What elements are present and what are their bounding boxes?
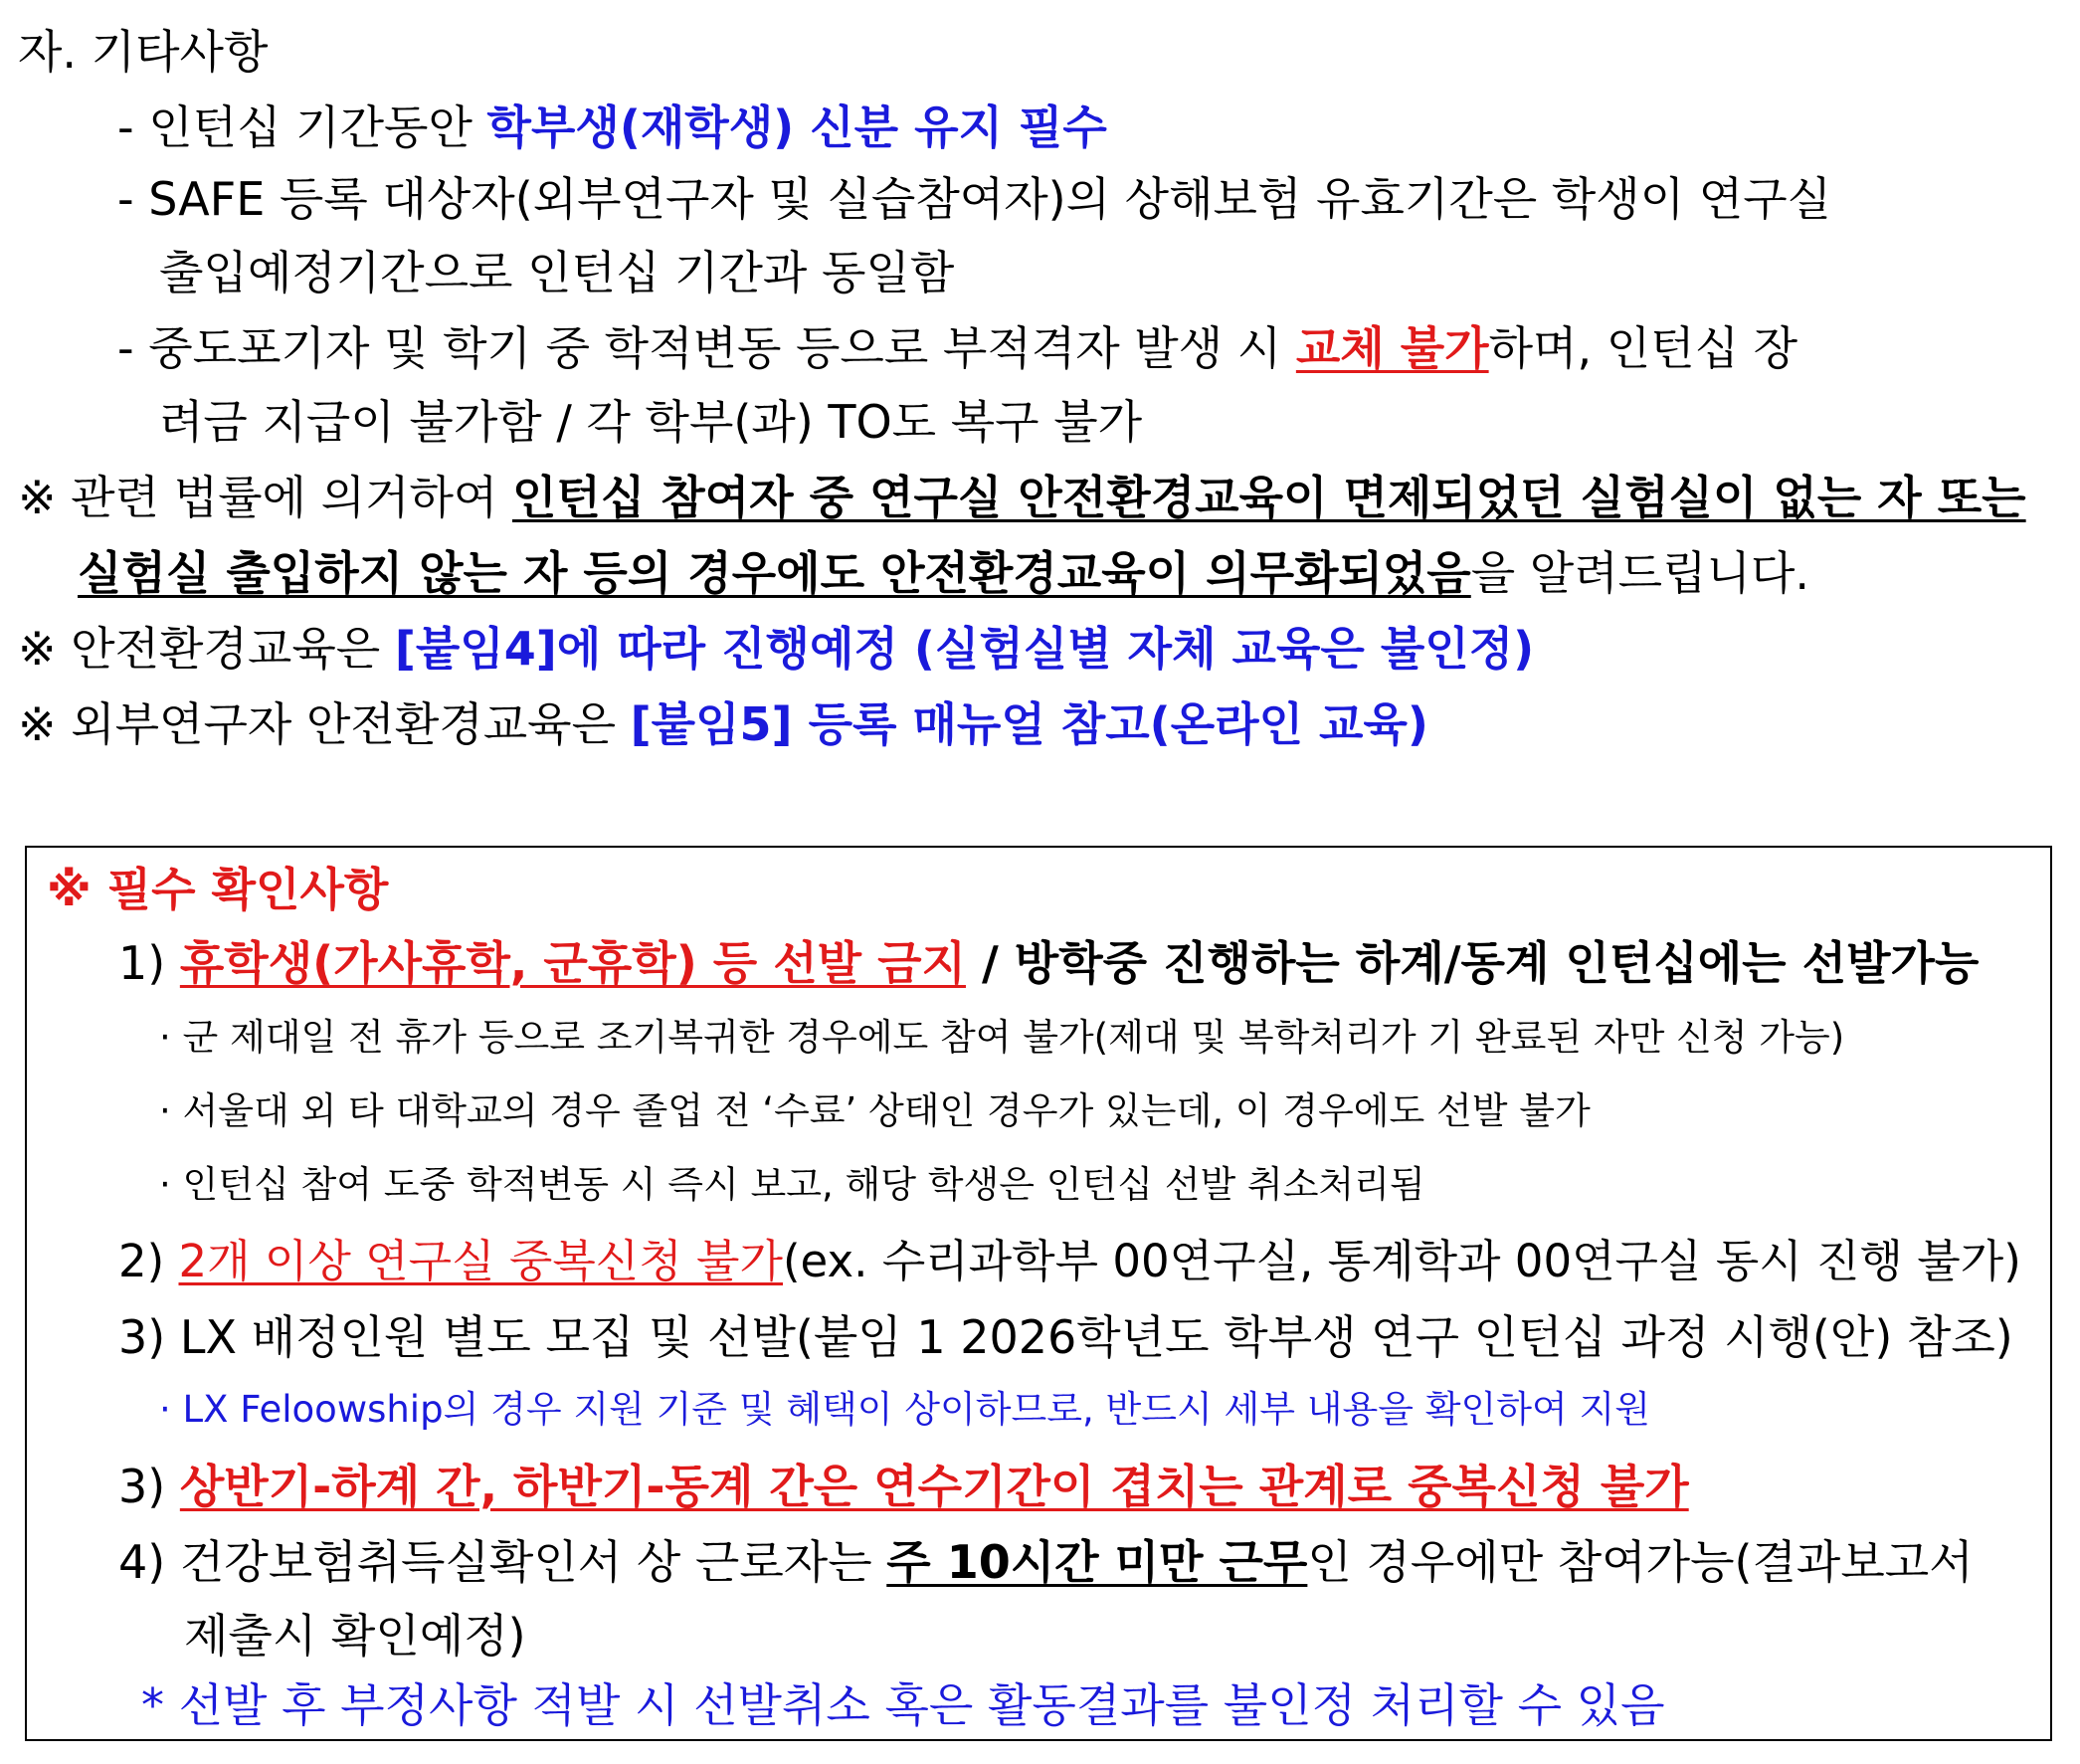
box-item-3 bbox=[118, 1307, 2013, 1367]
note-highlight: [붙임5] 등록 매뉴얼 참고(온라인 교육) bbox=[630, 697, 1428, 751]
item-text: 하며, 인턴십 장 bbox=[1488, 321, 1798, 375]
note-text: 을 알려드립니다. bbox=[1470, 546, 1810, 600]
item-dropout-line1 bbox=[117, 318, 1797, 378]
item-number: 2) bbox=[118, 1235, 165, 1287]
box-item-4-line1 bbox=[118, 1532, 1974, 1592]
item-highlight: 교체 불가 bbox=[1295, 321, 1489, 375]
item-text: 건강보험취득실확인서 상 근로자는 bbox=[179, 1535, 887, 1589]
item-highlight: 주 10시간 미만 근무 bbox=[886, 1535, 1308, 1589]
item-number: 4) bbox=[118, 1535, 166, 1589]
required-check-box bbox=[25, 846, 2052, 1741]
box-item-3-sub: · LX Feloowship의 경우 지원 기준 및 혜택이 상이하므로, 반드시 세부 내용을 확인하여 지원 bbox=[159, 1388, 1650, 1431]
box-item-1-sub-2: · 서울대 외 타 대학교의 경우 졸업 전 ‘수료’ 상태인 경우가 있는데, 이 경우에도 선발 불가 bbox=[159, 1089, 1591, 1132]
item-safe-insurance-line2: 출입예정기간으로 인턴십 기간과 동일함 bbox=[159, 246, 955, 299]
box-item-1-sub-1: · 군 제대일 전 휴가 등으로 조기복귀한 경우에도 참여 불가(제대 및 복학처리가 기 완료된 자만 신청 가능) bbox=[159, 1016, 1845, 1059]
note-mark: ※ bbox=[18, 471, 57, 524]
note-safety-law-line2 bbox=[78, 543, 1809, 603]
item-text: (ex. 수리과학부 00연구실, 통계학과 00연구실 동시 진행 불가) bbox=[783, 1235, 2021, 1287]
note-mark: ※ bbox=[18, 697, 57, 751]
note-mark: ※ bbox=[18, 622, 57, 676]
note-highlight: 실험실 출입하지 않는 자 등의 경우에도 안전환경교육이 의무화되었음 bbox=[78, 546, 1471, 600]
item-text: / 방학중 진행하는 하계/동계 인턴십에는 선발가능 bbox=[965, 936, 1980, 990]
item-highlight: 2개 이상 연구실 중복신청 불가 bbox=[178, 1235, 783, 1287]
item-highlight: 휴학생(가사휴학, 군휴학) 등 선발 금지 bbox=[179, 936, 966, 990]
item-text: LX 배정인원 별도 모집 및 선발(붙임 1 2026학년도 학부생 연구 인턴십 과정 시행(안) 참조) bbox=[179, 1310, 2013, 1364]
note-safety-law-line1 bbox=[18, 468, 2026, 527]
note-text: 안전환경교육은 bbox=[56, 622, 395, 676]
item-safe-insurance-line1: - SAFE 등록 대상자(외부연구자 및 실습참여자)의 상해보험 유효기간은 학생이 연구실 bbox=[117, 172, 1832, 226]
box-item-2 bbox=[118, 1232, 2021, 1291]
item-dropout-line2: 려금 지급이 불가함 / 각 학부(과) TO도 복구 불가 bbox=[159, 395, 1143, 449]
note-external-researcher bbox=[18, 694, 1428, 754]
note-text: 관련 법률에 의거하여 bbox=[56, 471, 512, 524]
item-highlight: 학부생(재학생) 신분 유지 필수 bbox=[486, 100, 1107, 154]
item-number: 1) bbox=[118, 936, 166, 990]
box-item-1 bbox=[118, 933, 1979, 993]
box-footnote: * 선발 후 부정사항 적발 시 선발취소 혹은 활동결과를 불인정 처리할 수 있음 bbox=[141, 1678, 1665, 1732]
box-item-4-line2: 제출시 확인예정) bbox=[184, 1609, 526, 1663]
item-number: 3) bbox=[118, 1310, 166, 1364]
note-text: 외부연구자 안전환경교육은 bbox=[56, 697, 631, 751]
item-text: - 인턴십 기간동안 bbox=[117, 100, 487, 154]
box-item-3b bbox=[118, 1457, 1689, 1516]
item-internship-status bbox=[117, 98, 1107, 157]
item-text: - 중도포기자 및 학기 중 학적변동 등으로 부적격자 발생 시 bbox=[117, 321, 1296, 375]
section-heading: 자. 기타사항 bbox=[18, 25, 269, 79]
item-highlight: 상반기-하계 간, 하반기-동계 간은 연수기간이 겹치는 관계로 중복신청 불가 bbox=[179, 1460, 1689, 1513]
box-item-1-sub-3: · 인턴십 참여 도중 학적변동 시 즉시 보고, 해당 학생은 인턴십 선발 취소처리됨 bbox=[159, 1163, 1425, 1206]
item-number: 3) bbox=[118, 1460, 166, 1513]
box-title: ※ 필수 확인사항 bbox=[47, 863, 389, 916]
note-highlight: [붙임4]에 따라 진행예정 (실험실별 자체 교육은 불인정) bbox=[394, 622, 1535, 676]
note-safety-education bbox=[18, 619, 1534, 679]
item-text: 인 경우에만 참여가능(결과보고서 bbox=[1307, 1535, 1974, 1589]
note-highlight: 인턴십 참여자 중 연구실 안전환경교육이 면제되었던 실험실이 없는 자 또는 bbox=[511, 471, 2026, 524]
